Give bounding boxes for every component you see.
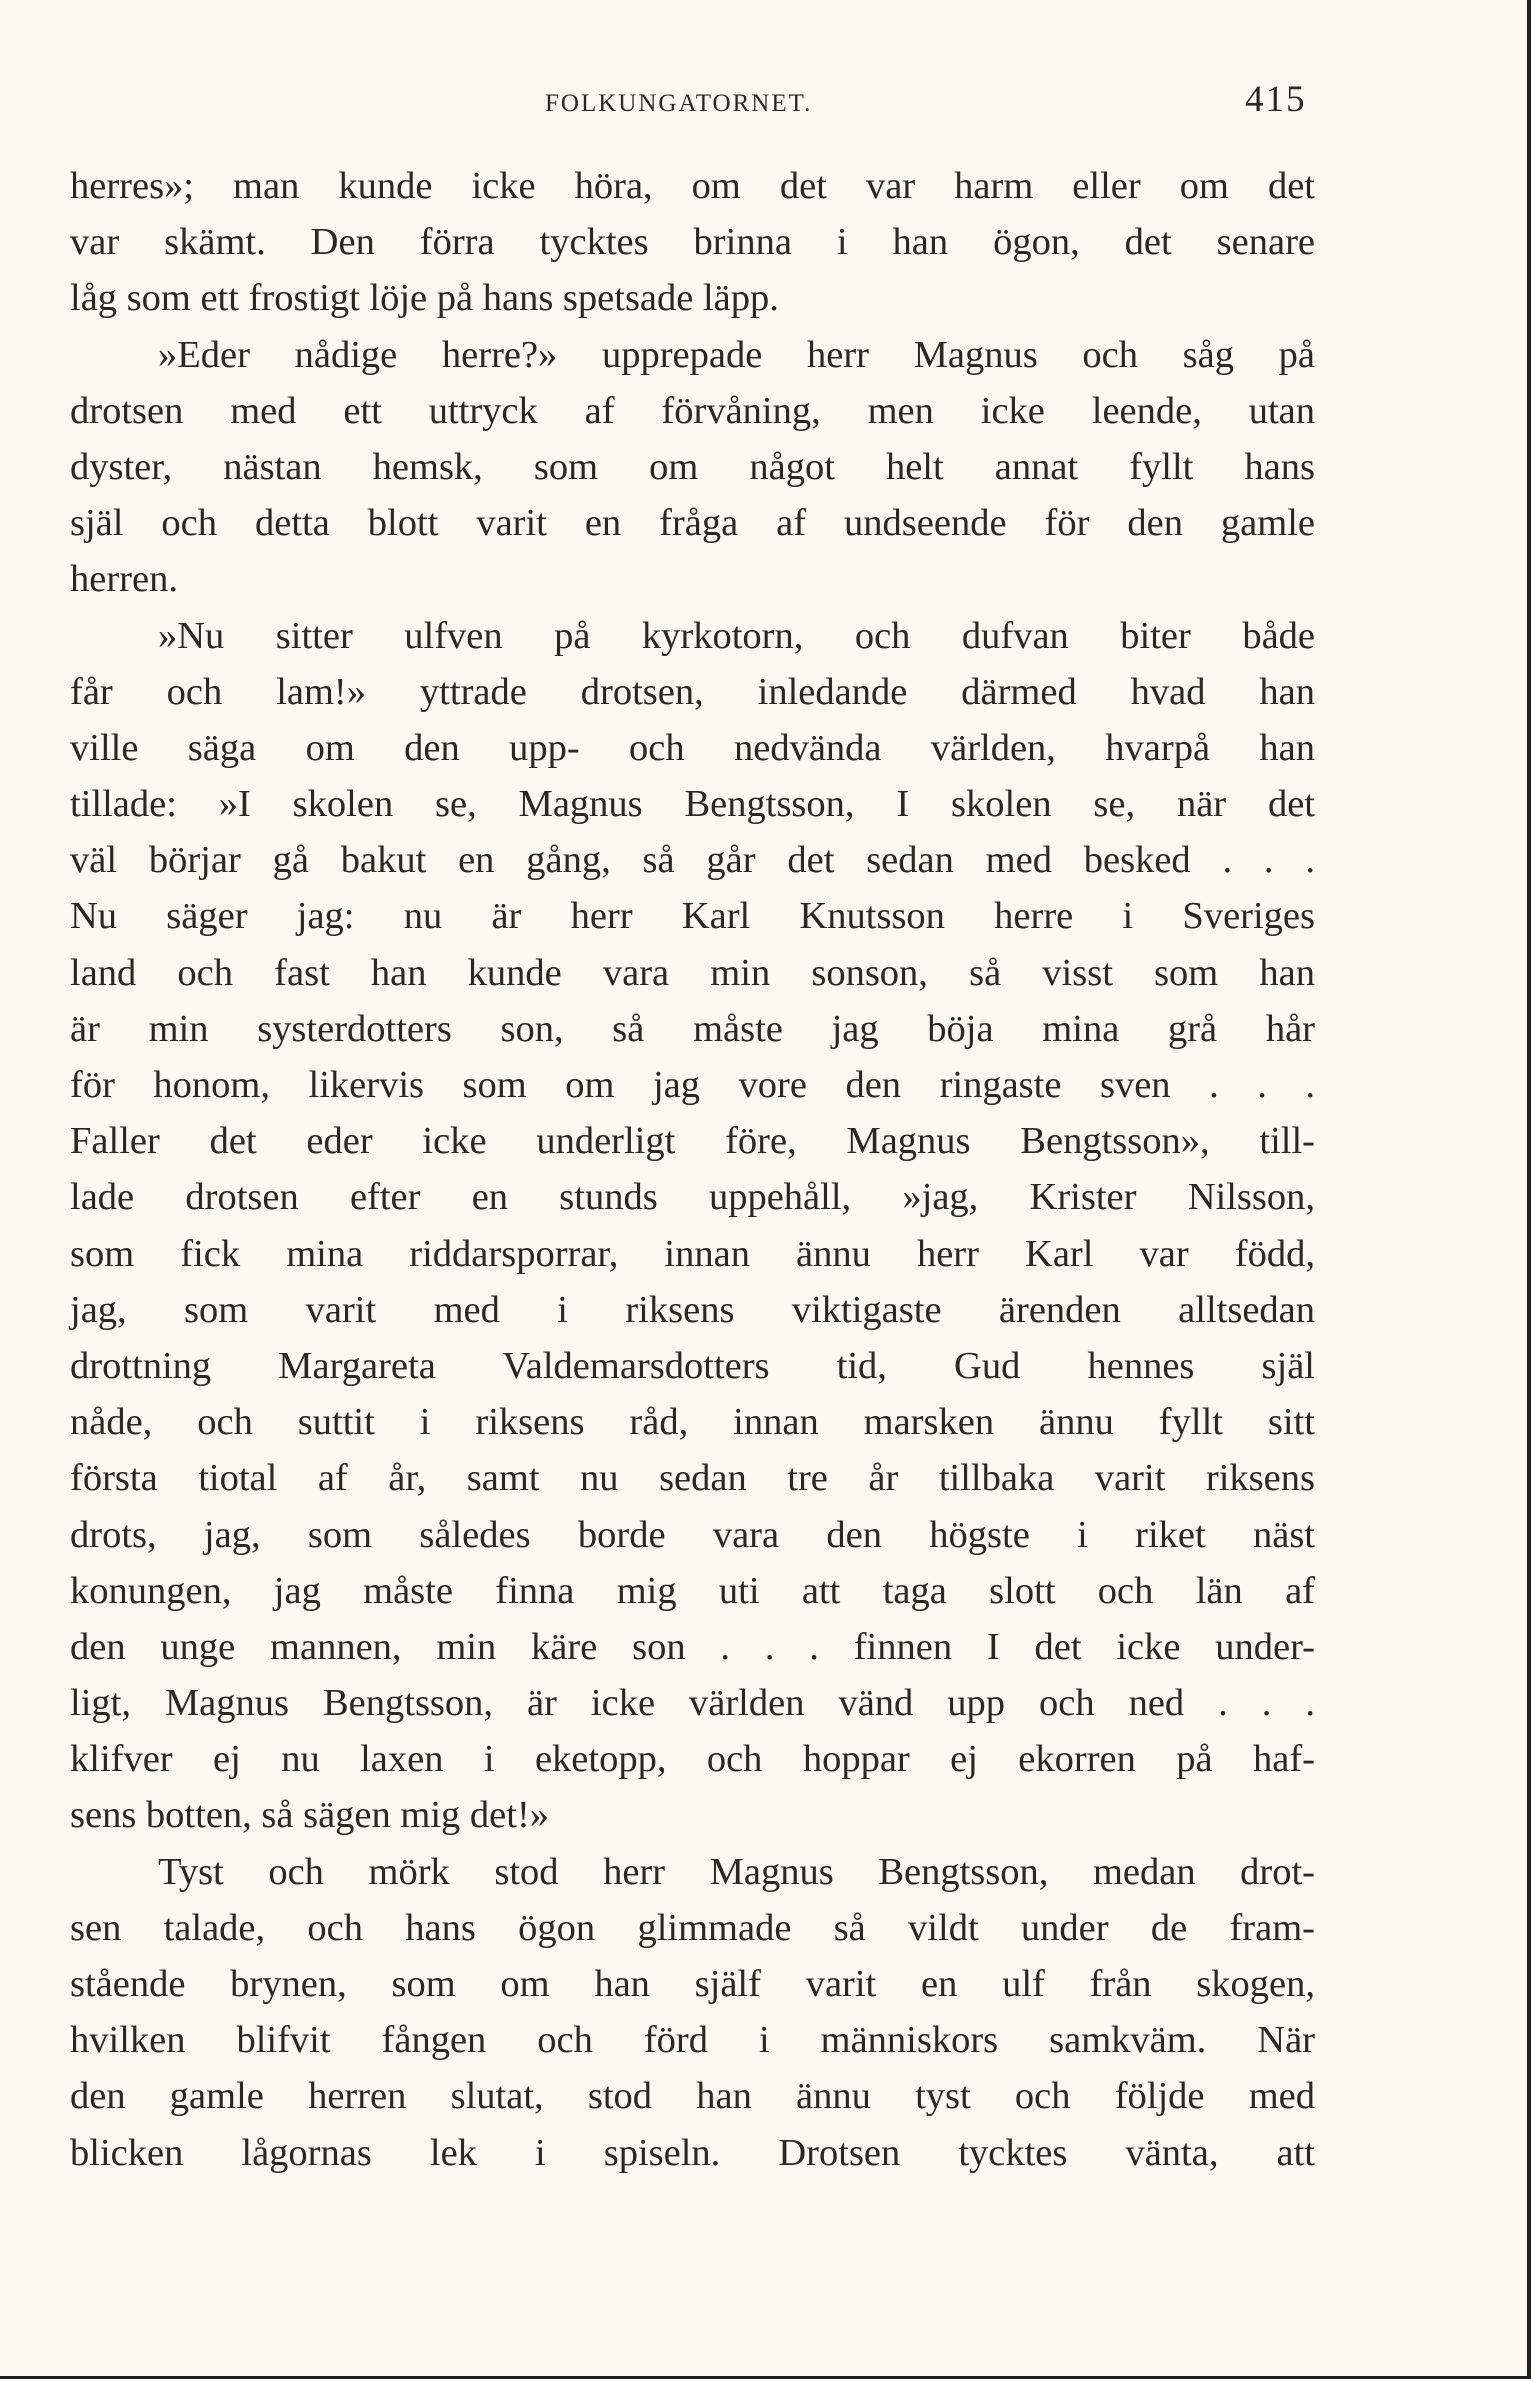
text-line: för honom, likervis som om jag vore den ringaste sven . . . — [70, 1064, 1315, 1106]
text-line: Faller det eder icke underligt före, Magnus Bengtsson», till- — [70, 1120, 1315, 1163]
text-line: konungen, jag måste finna mig uti att taga slott och län af — [70, 1569, 1315, 1612]
text-line: Nu säger jag: nu är herr Karl Knutsson herre i Sveriges — [70, 895, 1315, 938]
text-line: drots, jag, som således borde vara den högste i riket näst — [70, 1513, 1315, 1556]
text-line: »Eder nådige herre?» upprepade herr Magnus och såg på — [158, 333, 1315, 376]
text-line: herres»; man kunde icke höra, om det var harm eller om det — [70, 165, 1315, 207]
text-line: drotsen med ett uttryck af förvåning, men icke leende, utan — [70, 389, 1315, 432]
text-line: den unge mannen, min käre son . . . finnen I det icke under- — [70, 1625, 1315, 1668]
text-line: får och lam!» yttrade drotsen, inledande därmed hvad han — [70, 670, 1315, 713]
text-line: lade drotsen efter en stunds uppehåll, »jag, Krister Nilsson, — [70, 1176, 1315, 1219]
page-number: 415 — [1245, 79, 1307, 120]
text-line: sens botten, så sägen mig det!» — [70, 1794, 550, 1837]
text-line: herren. — [70, 558, 178, 601]
body-text — [70, 158, 1315, 2181]
text-line: drottning Margareta Valdemarsdotters tid, Gud hennes själ — [70, 1344, 1315, 1387]
text-line: land och fast han kunde vara min sonson, så visst som han — [70, 951, 1315, 994]
text-line: ligt, Magnus Bengtsson, är icke världen vänd upp och ned . . . — [70, 1682, 1315, 1725]
text-line: själ och detta blott varit en fråga af undseende för den gamle — [70, 502, 1315, 545]
text-line: nåde, och suttit i riksens råd, innan marsken ännu fyllt sitt — [70, 1401, 1315, 1444]
text-line: väl börjar gå bakut en gång, så går det sedan med besked . . . — [70, 839, 1315, 882]
text-line: den gamle herren slutat, stod han ännu tyst och följde med — [70, 2075, 1315, 2118]
text-line: »Nu sitter ulfven på kyrkotorn, och dufvan biter både — [158, 614, 1315, 657]
running-head: FOLKUNGATORNET. — [545, 90, 813, 117]
text-line: sen talade, och hans ögon glimmade så vildt under de fram- — [70, 1906, 1315, 1949]
text-line: tillade: »I skolen se, Magnus Bengtsson, I skolen se, när det — [70, 783, 1315, 826]
text-line: dyster, nästan hemsk, som om något helt annat fyllt hans — [70, 445, 1315, 488]
text-line: hvilken blifvit fången och förd i människors samkväm. När — [70, 2019, 1315, 2062]
text-line: var skämt. Den förra tycktes brinna i han ögon, det senare — [70, 221, 1315, 264]
text-line: låg som ett frostigt löje på hans spetsade läpp. — [70, 277, 779, 320]
text-line: ville säga om den upp- och nedvända världen, hvarpå han — [70, 726, 1315, 769]
text-line: som fick mina riddarsporrar, innan ännu herr Karl var född, — [70, 1232, 1315, 1275]
text-line: klifver ej nu laxen i eketopp, och hoppar ej ekorren på haf- — [70, 1738, 1315, 1781]
text-line: första tiotal af år, samt nu sedan tre år tillbaka varit riksens — [70, 1457, 1315, 1500]
text-line: blicken lågornas lek i spiseln. Drotsen tycktes vänta, att — [70, 2131, 1315, 2174]
text-line: är min systerdotters son, så måste jag böja mina grå hår — [70, 1007, 1315, 1050]
text-line: Tyst och mörk stod herr Magnus Bengtsson, medan drot- — [158, 1850, 1315, 1893]
text-line: stående brynen, som om han själf varit en ulf från skogen, — [70, 1963, 1315, 2005]
text-line: jag, som varit med i riksens viktigaste ärenden alltsedan — [70, 1288, 1315, 1331]
